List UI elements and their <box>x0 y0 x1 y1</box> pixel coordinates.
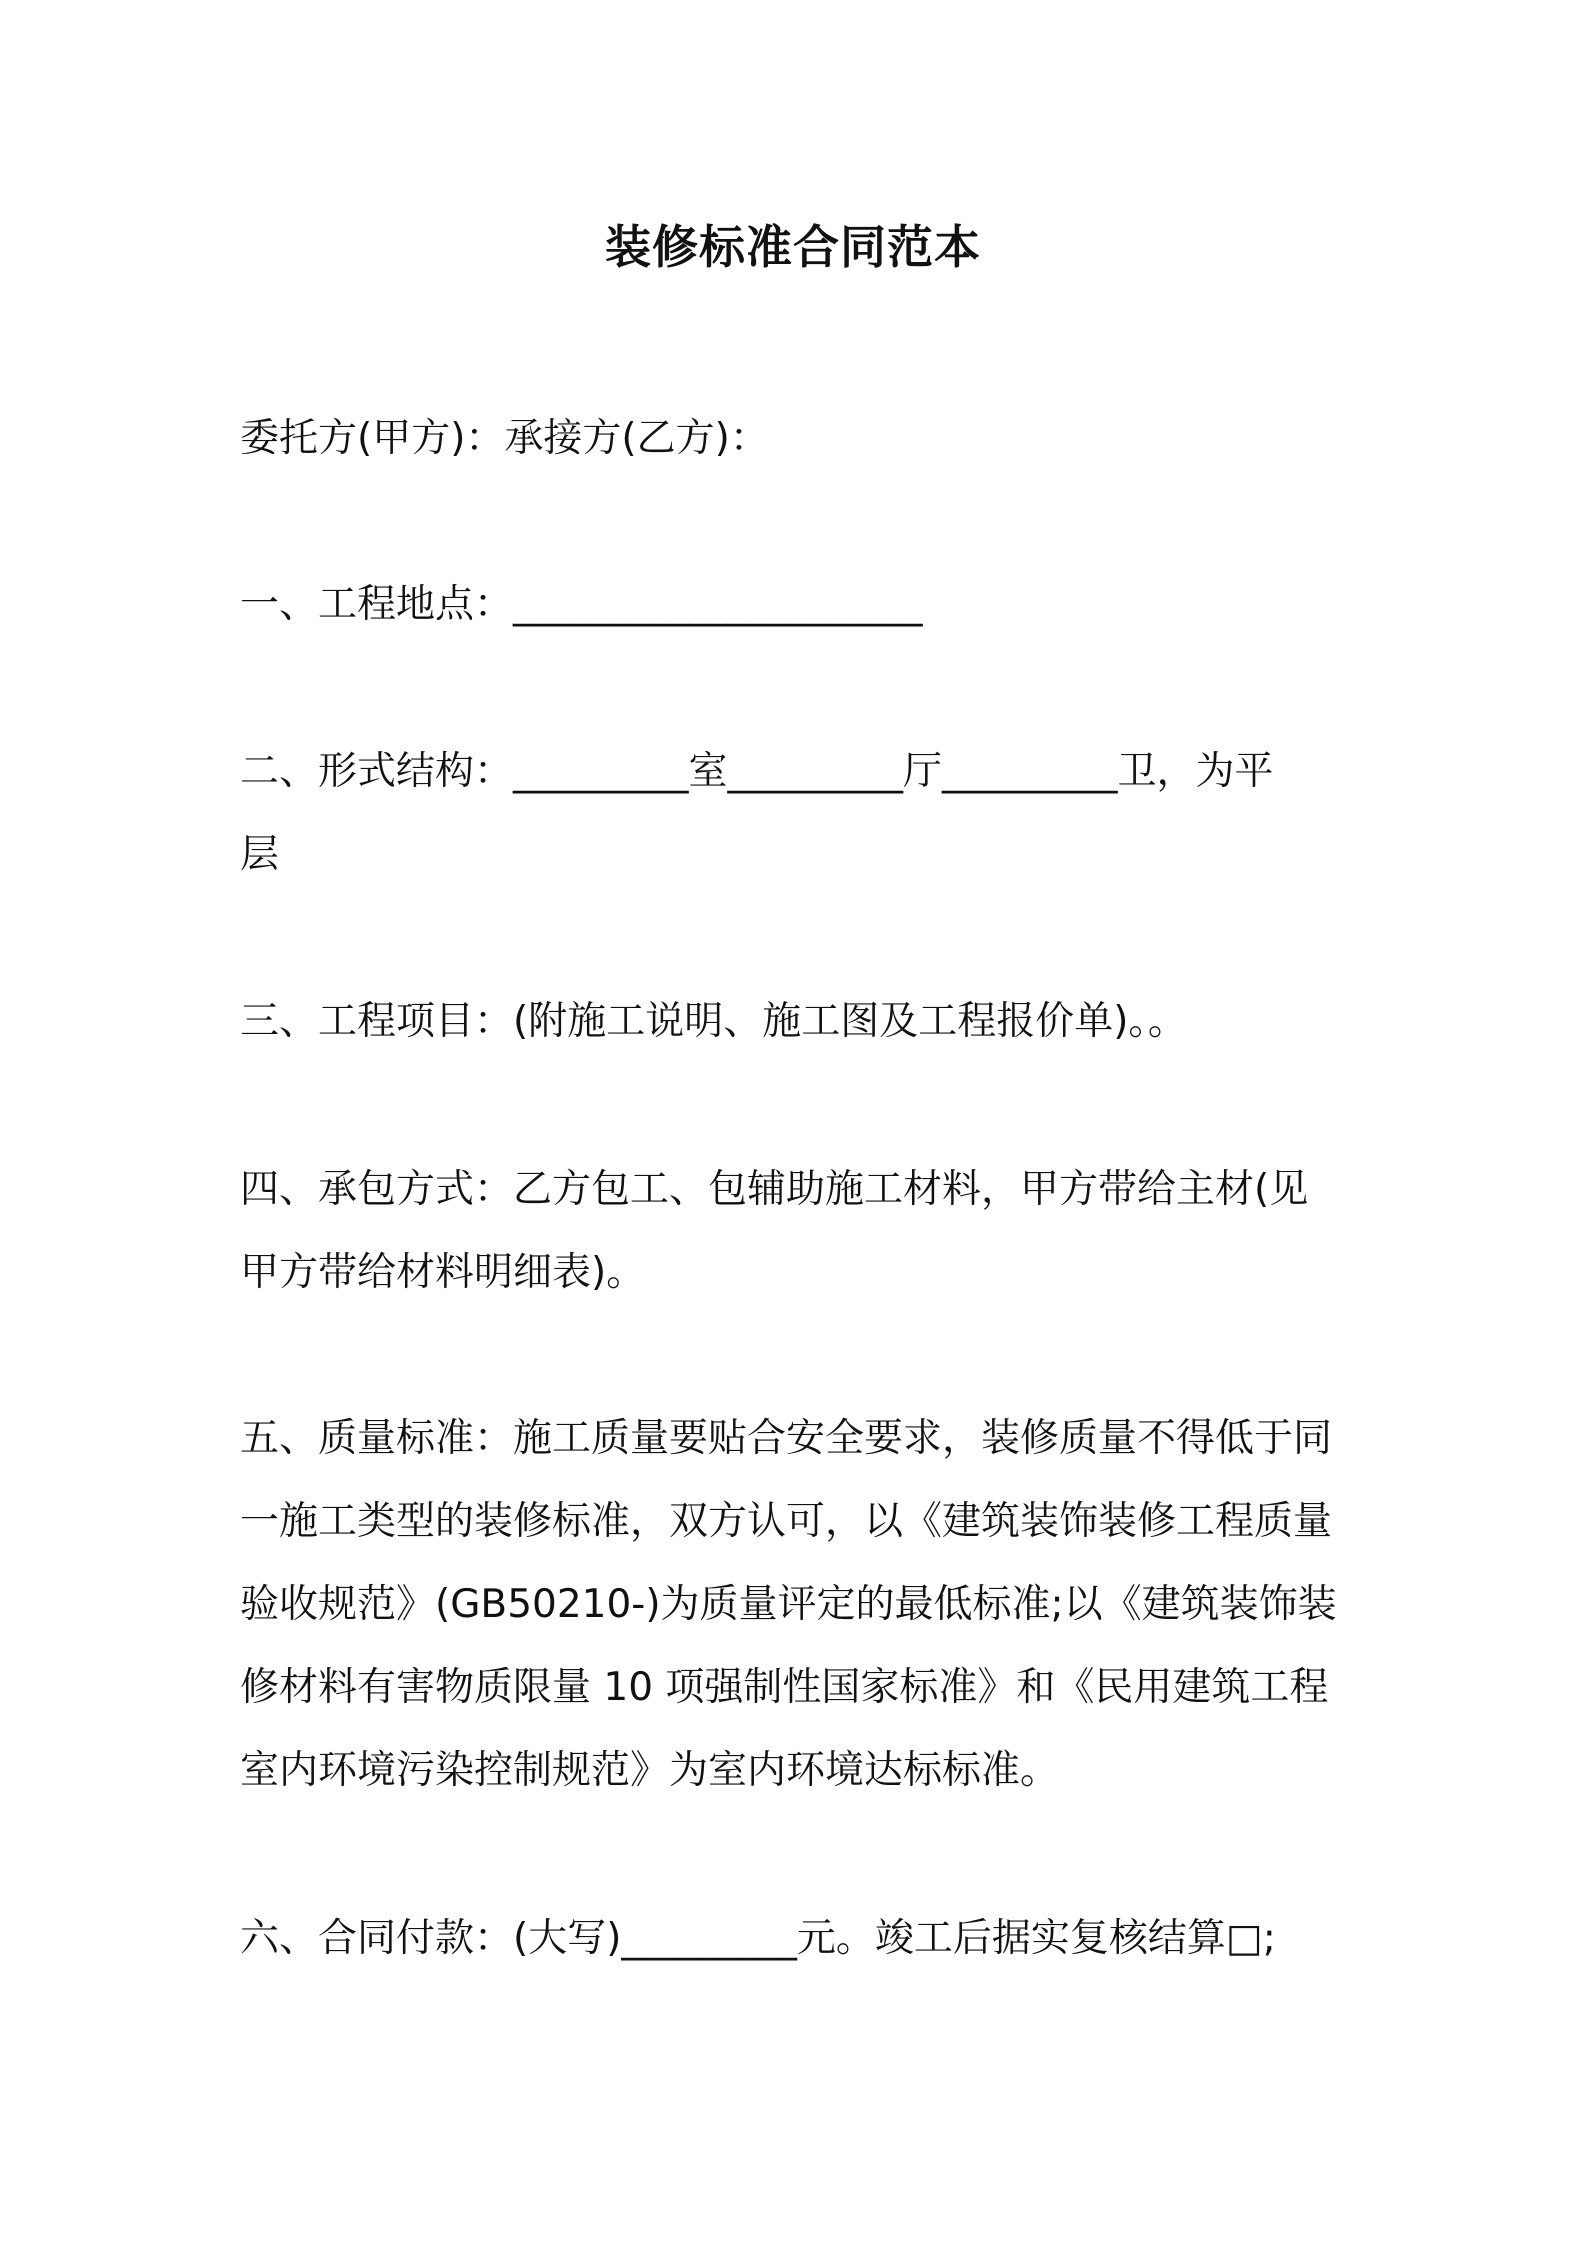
section-quality-standard: 五、质量标准：施工质量要贴合安全要求，装修质量不得低于同 一施工类型的装修标准，双方认可，以《建筑装饰装修工程质量 验收规范》(GB50210-)为质量评定的最低标准;以《建筑装饰装 修材料有害物质限量 10 项强制性国家标准》和《民用建筑工程 室内环境污染控制规范》为室内环境达标标准。 <box>240 1416 1337 1793</box>
section-contract-payment: 六、合同付款：(大写)_________元。竣工后据实复核结算□; <box>240 1916 1276 1961</box>
section-project-location: 一、工程地点：_____________________ <box>240 582 923 627</box>
section-contracting-method: 四、承包方式：乙方包工、包辅助施工材料，甲方带给主材(见 甲方带给材料明细表)。 <box>240 1167 1309 1295</box>
parties-line: 委托方(甲方)：承接方(乙方)： <box>240 416 769 461</box>
section-project-items: 三、工程项目：(附施工说明、施工图及工程报价单)。。 <box>240 999 1187 1044</box>
document-title: 装修标准合同范本 <box>605 220 981 274</box>
section-structure-form: 二、形式结构：_________室_________厅_________卫，为平 层 <box>240 749 1274 877</box>
